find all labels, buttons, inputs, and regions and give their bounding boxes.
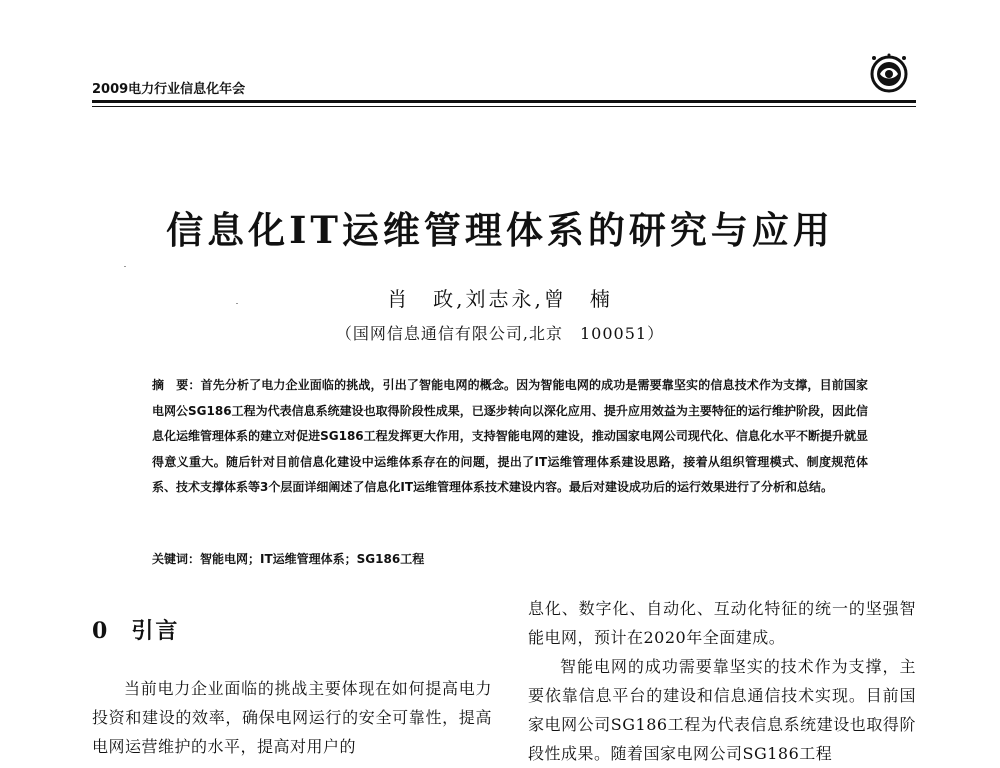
scan-speck xyxy=(236,303,238,304)
paper-authors: 肖 政,刘志永,曾 楠 xyxy=(387,287,613,311)
body-paragraph: 智能电网的成功需要靠坚实的技术作为支撑，主要依靠信息平台的建设和信息通信技术实现。目前国家电网公司SG186工程为代表信息系统建设也取得阶段性成果。随着国家电网公司SG186工程 xyxy=(528,657,916,763)
keywords-label: 关键词： xyxy=(152,552,201,566)
keywords xyxy=(152,550,868,567)
conference-logo-icon xyxy=(866,52,912,94)
section-heading xyxy=(92,614,179,645)
abstract xyxy=(152,373,868,501)
section-number: 0 xyxy=(92,618,110,644)
body-paragraph: 息化、数字化、自动化、互动化特征的统一的坚强智能电网，预计在2020年全面建成。 xyxy=(528,599,916,647)
scan-speck xyxy=(124,266,126,267)
section-title: 引言 xyxy=(131,618,180,644)
keywords-text: 智能电网；IT运维管理体系；SG186工程 xyxy=(200,552,425,566)
paper-title: 信息化IT运维管理体系的研究与应用 xyxy=(166,208,834,252)
body-paragraph: 当前电力企业面临的挑战主要体现在如何提高电力投资和建设的效率，确保电网运行的安全可靠性，提高电网运营维护的水平，提高对用户的 xyxy=(92,679,492,756)
header-rule-thin xyxy=(92,106,916,107)
paper-affiliation: （国网信息通信有限公司,北京 100051） xyxy=(335,324,665,343)
body-column-left xyxy=(92,674,492,761)
abstract-text: 首先分析了电力企业面临的挑战，引出了智能电网的概念。因为智能电网的成功是需要靠坚实的信息技术作为支撑，目前国家电网公SG186工程为代表信息系统建设也取得阶段性成果，已逐步转向以深化应用、提升应用效益为主要特征的运行维护阶段，因此信息化运维管理体系的建立对促进SG186工程发挥更大作用，支持智能电网的建设，推动国家电网公司现代化、信息化水平不断提升就显得意义重大。随后针对目前信息化建设中运维体系存在的问题，提出了IT运维管理体系建设思路，接着从组织管理模式、制度规范体系、技术支撑体系等3个层面详细阐述了信息化IT运维管理体系技术建设内容。最后对建设成功后的运行效果进行了分析和总结。 xyxy=(152,378,868,495)
header-rule-thick xyxy=(92,100,916,103)
body-column-right xyxy=(528,594,916,768)
running-header: 2009电力行业信息化年会 xyxy=(92,82,246,97)
abstract-label: 摘 要： xyxy=(152,378,201,392)
